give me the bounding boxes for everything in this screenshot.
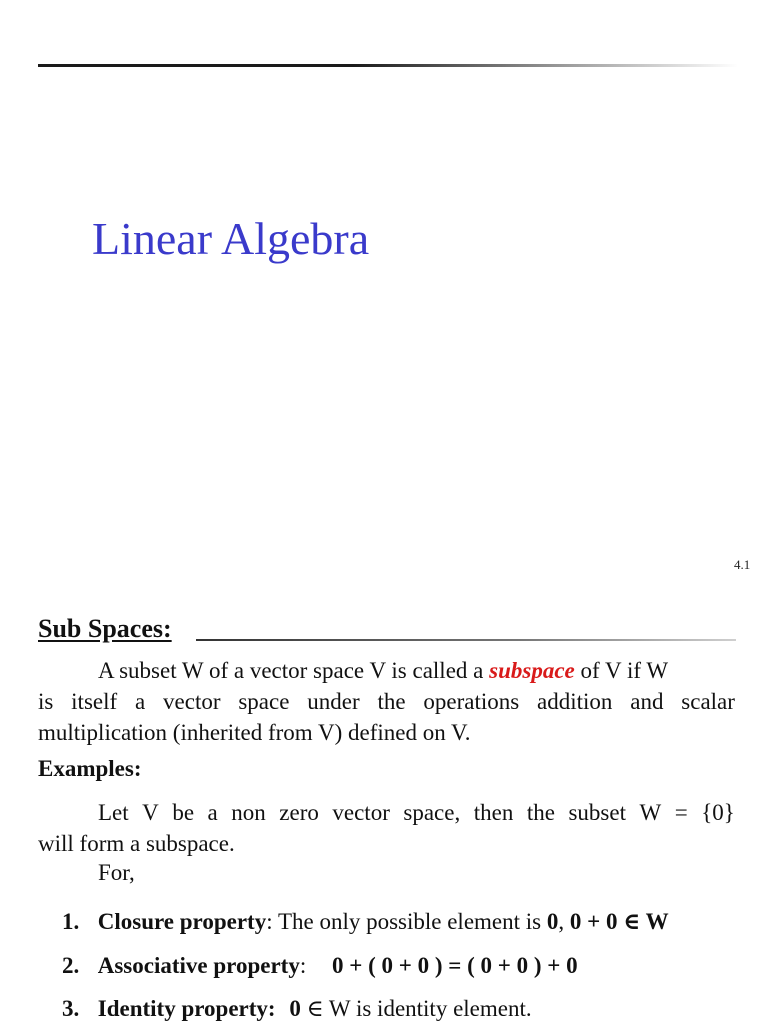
word: addition <box>537 689 613 714</box>
example-line-2: will form a subspace. <box>38 831 235 856</box>
property-text: ∈ W is identity element. <box>306 996 532 1021</box>
word: zero <box>279 800 319 825</box>
definition-line-1 <box>38 655 735 686</box>
word: then <box>473 800 514 825</box>
property-number: 1. <box>62 909 80 934</box>
example-paragraph <box>38 797 735 859</box>
word: space <box>238 689 290 714</box>
for-line: For, <box>98 860 135 885</box>
property-name: Closure property <box>97 909 267 934</box>
example-line-1 <box>38 797 735 828</box>
property-number: 2. <box>62 953 80 978</box>
top-rule <box>38 64 738 67</box>
word: vector <box>332 800 390 825</box>
examples-label: Examples: <box>38 756 142 781</box>
subspace-keyword: subspace <box>489 658 575 683</box>
word: under <box>307 689 360 714</box>
word: and <box>630 689 664 714</box>
word: itself <box>71 689 118 714</box>
word: non <box>231 800 266 825</box>
property-name: Associative property <box>97 953 300 978</box>
slide-title: Linear Algebra <box>92 213 370 264</box>
separator: , <box>558 909 565 934</box>
word: a <box>135 689 146 714</box>
word: space, <box>403 800 461 825</box>
word: is <box>38 689 54 714</box>
word: V <box>142 800 159 825</box>
property-closure <box>62 908 669 935</box>
word: the <box>526 800 555 825</box>
property-text: The only possible element is <box>277 909 542 934</box>
zero-element: 0 <box>546 909 559 934</box>
section-heading: Sub Spaces: <box>38 614 172 643</box>
word: scalar <box>681 689 735 714</box>
property-identity <box>62 996 532 1022</box>
word: subset <box>568 800 626 825</box>
definition-text-start: A subset W of a vector space V is called a <box>98 658 484 683</box>
property-number: 3. <box>62 996 80 1021</box>
word: W <box>639 800 662 825</box>
word: be <box>172 800 195 825</box>
definition-paragraph <box>38 655 735 748</box>
closure-expression: 0 + 0 ∈ W <box>569 909 669 934</box>
property-colon: : <box>299 953 307 978</box>
definition-line-2 <box>38 686 735 717</box>
page-number: 4.1 <box>734 557 751 572</box>
associative-expression: 0 + ( 0 + 0 ) = ( 0 + 0 ) + 0 <box>331 953 578 978</box>
zero-element: 0 <box>289 996 301 1021</box>
word: Let <box>98 800 129 825</box>
word: = <box>674 800 688 825</box>
property-name: Identity property: <box>97 996 276 1021</box>
word: a <box>207 800 218 825</box>
word: vector <box>163 689 221 714</box>
word: {0} <box>701 800 735 825</box>
heading-rule <box>196 639 736 641</box>
property-colon: : <box>266 909 273 934</box>
word: the <box>377 689 406 714</box>
property-associative <box>62 953 578 979</box>
definition-line-3: multiplication (inherited from V) defined on V. <box>38 720 471 745</box>
definition-text-end: of V if W <box>580 658 669 683</box>
word: operations <box>423 689 520 714</box>
